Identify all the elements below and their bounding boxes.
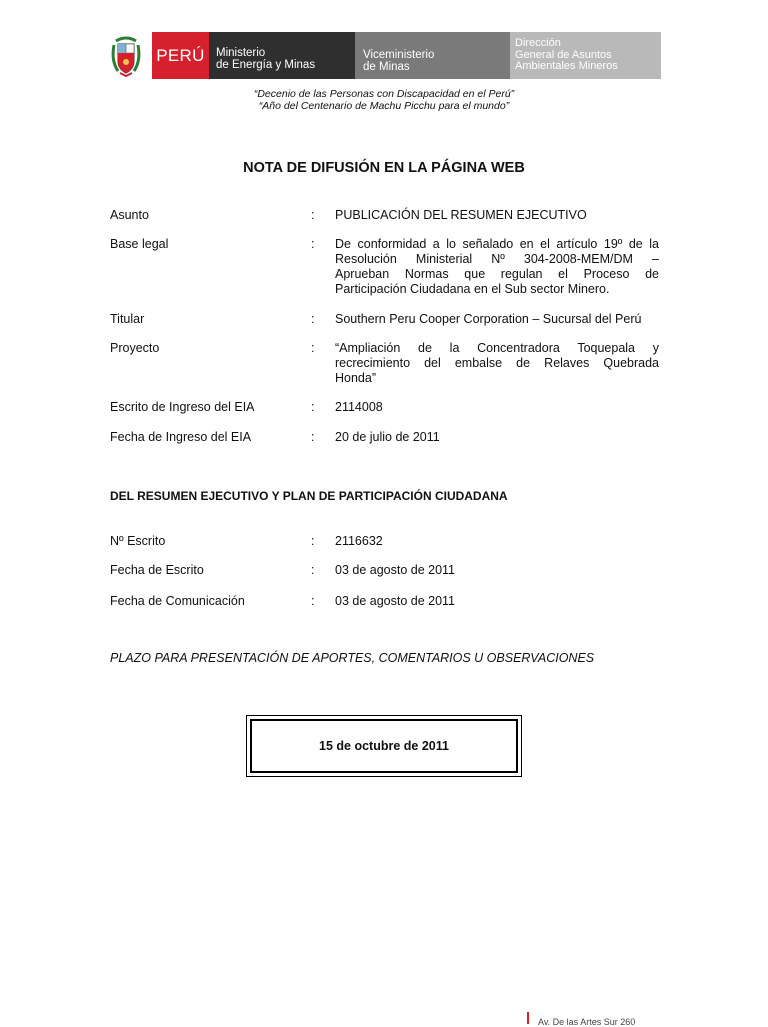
field-colon: : — [311, 563, 315, 577]
field-value — [335, 237, 659, 297]
field-label: Fecha de Ingreso del EIA — [110, 430, 252, 444]
value-line: Resolución Ministerial Nº 304-2008-MEM/DM – — [335, 252, 659, 266]
field-value: 2116632 — [335, 534, 383, 548]
field-value: Southern Peru Cooper Corporation – Sucursal del Perú — [335, 312, 642, 326]
field-label: Fecha de Comunicación — [110, 594, 245, 608]
viceministry-line: de Minas — [363, 61, 410, 73]
field-value: 2114008 — [335, 400, 383, 414]
year-mottos — [0, 88, 768, 112]
deadline-date: 15 de octubre de 2011 — [319, 739, 449, 753]
value-line: De conformidad a lo señalado en el artículo 19º de la — [335, 237, 659, 251]
viceministry-line: Viceministerio — [363, 49, 435, 61]
peru-label — [152, 32, 209, 79]
direction-line: General de Asuntos — [515, 48, 612, 61]
field-value: PUBLICACIÓN DEL RESUMEN EJECUTIVO — [335, 208, 587, 222]
field-colon: : — [311, 237, 315, 251]
value-line: recrecimiento del embalse de Relaves Quebrada — [335, 356, 659, 370]
field-colon: : — [311, 312, 315, 326]
field-colon: : — [311, 594, 315, 608]
ministry-line: Ministerio — [216, 47, 266, 59]
field-colon: : — [311, 430, 315, 444]
footer-address: Av. De las Artes Sur 260 — [538, 1017, 636, 1027]
field-colon: : — [311, 208, 315, 222]
field-label: Fecha de Escrito — [110, 563, 204, 577]
field-value — [335, 341, 659, 386]
value-line: Participación Ciudadana en el Sub sector Minero. — [335, 282, 610, 296]
deadline-date-frame — [250, 719, 518, 773]
field-colon: : — [311, 534, 315, 548]
peru-text: PERÚ — [156, 45, 205, 65]
field-label: Base legal — [110, 237, 169, 251]
page-title: NOTA DE DIFUSIÓN EN LA PÁGINA WEB — [243, 160, 525, 176]
field-colon: : — [311, 400, 315, 414]
direction-box — [510, 32, 661, 79]
motto-line: “Decenio de las Personas con Discapacidad en el Perú” — [253, 88, 515, 100]
motto-line: “Año del Centenario de Machu Picchu para el mundo” — [258, 100, 510, 112]
value-line: “Ampliación de la Concentradora Toquepala y — [335, 341, 659, 355]
value-line: Aprueban Normas que regulan el Proceso de — [335, 267, 659, 281]
field-colon: : — [311, 341, 315, 355]
section-title: DEL RESUMEN EJECUTIVO Y PLAN DE PARTICIPACIÓN CIUDADANA — [110, 489, 508, 503]
peru-coat-of-arms-icon — [108, 35, 144, 77]
direction-line: Dirección — [515, 37, 561, 49]
value-line: Honda” — [335, 371, 376, 385]
ministry-line: de Energía y Minas — [216, 59, 316, 71]
viceministry-box — [355, 32, 510, 79]
footer-divider — [527, 1012, 529, 1024]
header-banner — [108, 32, 661, 79]
deadline-title: PLAZO PARA PRESENTACIÓN DE APORTES, COMENTARIOS U OBSERVACIONES — [110, 651, 595, 665]
field-label: Proyecto — [110, 341, 160, 355]
deadline-date-box — [246, 715, 522, 777]
field-value: 20 de julio de 2011 — [335, 430, 440, 444]
field-label: Asunto — [110, 208, 149, 222]
field-value: 03 de agosto de 2011 — [335, 594, 456, 608]
field-label: Nº Escrito — [110, 534, 166, 548]
field-label: Escrito de Ingreso del EIA — [110, 400, 255, 414]
direction-line: Ambientales Mineros — [515, 60, 618, 72]
ministry-box — [209, 32, 355, 79]
field-label: Titular — [110, 312, 145, 326]
field-value: 03 de agosto de 2011 — [335, 563, 456, 577]
